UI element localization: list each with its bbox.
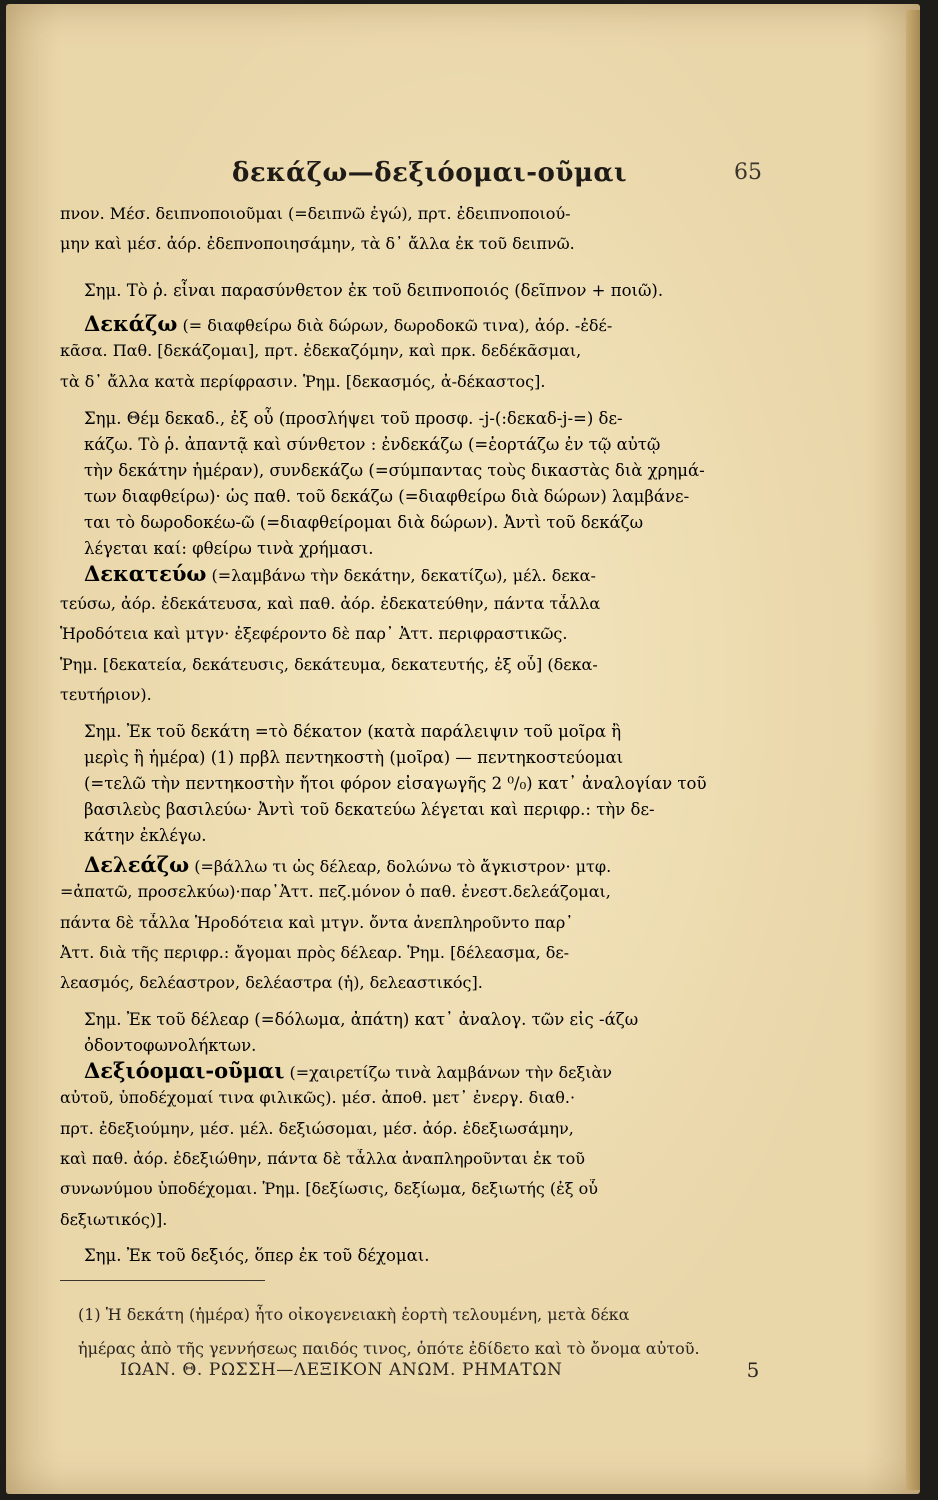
headword: Δελεάζω	[84, 852, 190, 877]
line-text: των διαφθείρω)· ὡς παθ. τοῦ δεκάζω (=διαφθείρω διὰ δώρων) λαμβάνε-	[84, 487, 690, 506]
body-line	[60, 1088, 760, 1123]
page-footer	[120, 1360, 760, 1380]
page-number: 65	[734, 160, 762, 185]
line-text: κάτην ἐκλέγω.	[84, 826, 207, 845]
line-text: Ῥημ. [δεκατεία, δεκάτευσις, δεκάτευμα, δεκατευτής, ἐξ οὗ] (δεκα-	[60, 655, 598, 674]
note-line	[60, 277, 760, 312]
line-text: τεύσω, ἀόρ. ἐδεκάτευσα, καὶ παθ. ἀόρ. ἐδεκατεύθην, πάντα τἆλλα	[60, 594, 601, 613]
line-text: βασιλεὺς βασιλεύω· Ἀντὶ τοῦ δεκατεύω λέγεται καὶ περιφρ.: τὴν δε-	[84, 800, 655, 819]
line-text: δεξιωτικός)].	[60, 1210, 168, 1229]
line-text: πάντα δὲ τἆλλα Ἡροδότεια καὶ μτγν. ὄντα ἀνεπληροῦντο παρ᾽	[60, 913, 574, 932]
line-text: αὐτοῦ, ὑποδέχομαί τινα φιλικῶς). μέσ. ἀποθ. μετ᾽ ἐνεργ. διαθ.·	[60, 1088, 576, 1107]
page-edge	[906, 10, 920, 1490]
footnote-line: ἡμέρας ἀπὸ τῆς γεννήσεως παιδός τινος, ὁπότε ἐδίδετο καὶ τὸ ὄνομα αὐτοῦ.	[78, 1339, 700, 1358]
line-text: Ἡροδότεια καὶ μτγν· ἐξεφέροντο δὲ παρ᾽ Ἀττ. περιφραστικῶς.	[60, 624, 568, 643]
footer-imprint: ΙΩΑΝ. Θ. ΡΩΣΣΗ—ΛΕΞΙΚΟΝ ΑΝΩΜ. ΡΗΜΑΤΩΝ	[120, 1360, 563, 1380]
line-text: Σημ. Θέμ δεκαδ., ἐξ οὗ (προσλήψει τοῦ προσφ. -j-(:δεκαδ-j-=) δε-	[84, 409, 623, 428]
line-text: Ἀττ. διὰ τῆς περιφρ.: ἄγομαι πρὸς δέλεαρ. Ῥημ. [δέλεασμα, δε-	[60, 943, 570, 962]
line-text: (=βάλλω τι ὡς δέλεαρ, δολώνω τὸ ἄγκιστρον· μτφ.	[189, 857, 612, 876]
line-text: κάζω. Τὸ ῥ. ἀπαντᾷ καὶ σύνθετον : ἐνδεκάζω (=ἑορτάζω ἐν τῷ αὐτῷ	[84, 435, 661, 454]
line-text: Σημ. Ἐκ τοῦ δεκάτη =τὸ δέκατον (κατὰ παράλειψιν τοῦ μοῖρα ἢ	[84, 722, 622, 741]
line-text: πρτ. ἐδεξιούμην, μέσ. μέλ. δεξιώσομαι, μέσ. ἀόρ. ἐδεξιωσάμην,	[60, 1119, 574, 1138]
line-text: λεασμός, δελέαστρον, δελέαστρα (ἡ), δελεαστικός].	[60, 973, 483, 992]
line-text: (=λαμβάνω τὴν δεκάτην, δεκατίζω), μέλ. δεκα-	[206, 566, 596, 585]
line-text: τὴν δεκάτην ἡμέραν), συνδεκάζω (=σύμπαντας τοὺς δικαστὰς διὰ χρημά-	[84, 461, 705, 480]
body-line	[60, 685, 760, 720]
line-text: (= διαφθείρω διὰ δώρων, δωροδοκῶ τινα), ἀόρ. -ἐδέ-	[177, 316, 613, 335]
line-text: (=χαιρετίζω τινὰ λαμβάνων τὴν δεξιὰν	[284, 1063, 613, 1082]
running-title: δεκάζω—δεξιόομαι-οῦμαι	[232, 158, 628, 188]
footnote-rule	[60, 1280, 265, 1281]
page-header	[232, 158, 762, 192]
body-line	[60, 624, 760, 659]
line-text: τὰ δ᾽ ἄλλα κατὰ περίφρασιν. Ῥημ. [δεκασμός, ἀ-δέκαστος].	[60, 372, 546, 391]
line-text: Σημ. Ἐκ τοῦ δέλεαρ (=δόλωμα, ἀπάτη) κατ᾽ ἀναλογ. τῶν εἰς -άζω	[84, 1010, 639, 1029]
body-line	[60, 341, 760, 376]
line-text: καὶ παθ. ἀόρ. ἐδεξιώθην, πάντα δὲ τἆλλα ἀναπληροῦνται ἐκ τοῦ	[60, 1149, 585, 1168]
body-line	[60, 234, 760, 269]
footnote-line: (1) Ἡ δεκάτη (ἡμέρα) ἦτο οἰκογενειακὴ ἑορτὴ τελουμένη, μετὰ δέκα	[78, 1305, 630, 1324]
note-line	[60, 1242, 760, 1277]
line-text: Σημ. Ἐκ τοῦ δεξιός, ὅπερ ἐκ τοῦ δέχομαι.	[84, 1246, 430, 1265]
line-text: (=τελῶ τὴν πεντηκοστὴν ἤτοι φόρον εἰσαγωγῆς 2 ⁰/₀) κατ᾽ ἀναλογίαν τοῦ	[84, 774, 707, 793]
line-text: ὀδοντοφωνολήκτων.	[84, 1036, 257, 1055]
body-line	[60, 1210, 760, 1245]
line-text: Σημ. Τὸ ῥ. εἶναι παρασύνθετον ἐκ τοῦ δειπνοποιός (δεῖπνον + ποιῶ).	[84, 281, 664, 300]
line-text: μερὶς ἢ ἡμέρα) (1) πρβλ πεντηκοστὴ (μοῖρα) — πεντηκοστεύομαι	[84, 748, 624, 767]
body-line	[60, 882, 760, 917]
signature-number: 5	[746, 1358, 760, 1382]
body-line	[60, 1179, 760, 1214]
line-text: μην καὶ μέσ. ἀόρ. ἐδεπνοποιησάμην, τὰ δ᾽ ἄλλα ἐκ τοῦ δειπνῶ.	[60, 234, 575, 253]
line-text: κᾶσα. Παθ. [δεκάζομαι], πρτ. ἐδεκαζόμην, καὶ πρκ. δεδέκᾶσμαι,	[60, 341, 582, 360]
entry-line	[60, 561, 760, 596]
line-text: συνωνύμου ὑποδέχομαι. Ῥημ. [δεξίωσις, δεξίωμα, δεξιωτής (ἐξ οὗ	[60, 1179, 598, 1198]
headword: Δεξιόομαι-οῦμαι	[84, 1058, 285, 1083]
line-text: λέγεται καί: φθείρω τινὰ χρήμασι.	[84, 539, 374, 558]
body-line	[60, 372, 760, 407]
headword: Δεκατεύω	[84, 561, 207, 586]
body-line	[60, 973, 760, 1008]
headword: Δεκάζω	[84, 311, 178, 336]
line-text: ται τὸ δωροδοκέω-ῶ (=διαφθείρομαι διὰ δώρων). Ἀντὶ τοῦ δεκάζω	[84, 513, 644, 532]
line-text: =ἀπατῶ, προσελκύω)·παρ᾽Ἀττ. πεζ.μόνον ὁ παθ. ἐνεστ.δελεάζομαι,	[60, 882, 611, 901]
line-text: πνον. Μέσ. δειπνοποιοῦμαι (=δειπνῶ ἐγώ), πρτ. ἐδειπνοποιού-	[60, 204, 571, 223]
line-text: τευτήριον).	[60, 685, 152, 704]
